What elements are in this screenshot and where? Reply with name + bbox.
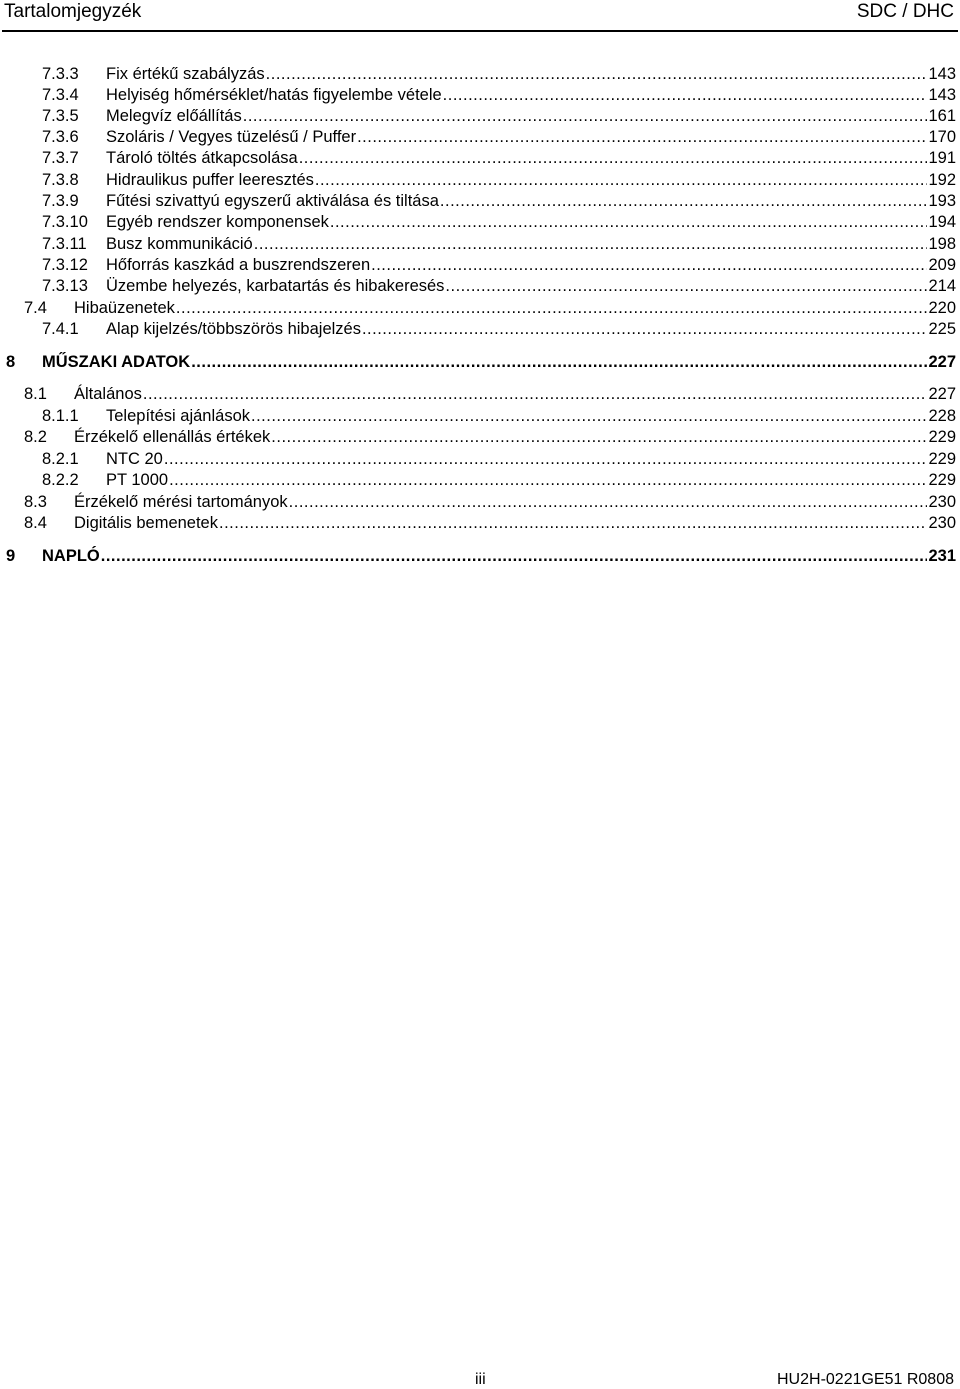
toc-dot-leader (191, 352, 927, 373)
toc-entry-title: Busz kommunikáció (106, 235, 253, 253)
toc-dot-leader (330, 212, 928, 233)
toc-entry[interactable] (0, 470, 956, 491)
toc-entry-title: PT 1000 (106, 471, 169, 489)
toc-entry-title: Tároló töltés átkapcsolása (106, 149, 298, 167)
header-product-name: SDC / DHC (856, 1, 954, 22)
toc-entry-number: 8.1.1 (42, 407, 79, 425)
toc-entry-number: 7.3.6 (42, 128, 79, 146)
toc-dot-leader (362, 319, 928, 340)
toc-entry-page: 198 (928, 235, 956, 253)
toc-entry-page: 227 (928, 353, 956, 371)
toc-entry[interactable] (0, 298, 956, 319)
toc-entry-page: 209 (928, 256, 956, 274)
toc-entry-number: 8.2.1 (42, 450, 79, 468)
toc-entry-page: 143 (928, 86, 956, 104)
toc-entry-page: 231 (928, 547, 956, 565)
toc-entry-number: 8.1 (24, 385, 47, 403)
toc-chapter-entry[interactable] (0, 546, 956, 567)
toc-entry-page: 229 (928, 471, 956, 489)
toc-entry[interactable] (0, 212, 956, 233)
toc-entry-title: Érzékelő ellenállás értékek (74, 428, 271, 446)
toc-entry-page: 214 (928, 277, 956, 295)
toc-entry-page: 220 (928, 299, 956, 317)
toc-dot-leader (271, 427, 927, 448)
toc-entry-number: 7.4 (24, 299, 47, 317)
toc-entry-title: Alap kijelzés/többszörös hibajelzés (106, 320, 361, 338)
header-section-title: Tartalomjegyzék (4, 1, 142, 22)
toc-dot-leader (243, 106, 928, 127)
toc-entry[interactable] (0, 276, 956, 297)
toc-entry[interactable] (0, 234, 956, 255)
toc-dot-leader (143, 384, 928, 405)
toc-entry[interactable] (0, 384, 956, 405)
toc-entry-page: 193 (928, 192, 956, 210)
toc-entry-number: 8.4 (24, 514, 47, 532)
toc-entry-number: 7.3.13 (42, 277, 88, 295)
toc-entry-number: 9 (6, 547, 16, 565)
toc-entry-page: 230 (928, 493, 956, 511)
toc-entry-number: 7.4.1 (42, 320, 79, 338)
toc-entry-number: 7.3.9 (42, 192, 79, 210)
toc-entry-page: 161 (928, 107, 956, 125)
toc-dot-leader (251, 406, 927, 427)
toc-entry[interactable] (0, 492, 956, 513)
toc-entry-page: 191 (928, 149, 956, 167)
toc-entry[interactable] (0, 319, 956, 340)
toc-entry-title: Helyiség hőmérséklet/hatás figyelembe vétele (106, 86, 442, 104)
toc-dot-leader (299, 148, 928, 169)
toc-entry[interactable] (0, 191, 956, 212)
toc-entry[interactable] (0, 449, 956, 470)
toc-entry-page: 143 (928, 65, 956, 83)
toc-entry-title: Általános (74, 385, 142, 403)
toc-entry-number: 7.3.7 (42, 149, 79, 167)
toc-entry-page: 170 (928, 128, 956, 146)
toc-entry-page: 225 (928, 320, 956, 338)
toc-entry-page: 229 (928, 428, 956, 446)
toc-dot-leader (443, 85, 928, 106)
toc-entry[interactable] (0, 85, 956, 106)
toc-entry-page: 194 (928, 213, 956, 231)
toc-entry-page: 229 (928, 450, 956, 468)
toc-chapter-entry[interactable] (0, 352, 956, 373)
toc-entry-title: MŰSZAKI ADATOK (42, 353, 191, 371)
toc-entry-number: 8.2.2 (42, 471, 79, 489)
toc-dot-leader (101, 546, 928, 567)
toc-entry-title: Érzékelő mérési tartományok (74, 493, 288, 511)
toc-entry-page: 227 (928, 385, 956, 403)
toc-entry[interactable] (0, 255, 956, 276)
footer-document-code: HU2H-0221GE51 R0808 (777, 1371, 954, 1388)
toc-entry-page: 228 (928, 407, 956, 425)
toc-entry-number: 7.3.3 (42, 65, 79, 83)
toc-entry[interactable] (0, 148, 956, 169)
toc-entry-title: Szoláris / Vegyes tüzelésű / Puffer (106, 128, 357, 146)
toc-dot-leader (164, 449, 928, 470)
footer-page-number: iii (475, 1371, 486, 1388)
toc-entry-title: Hőforrás kaszkád a buszrendszeren (106, 256, 371, 274)
toc-dot-leader (315, 170, 928, 191)
toc-dot-leader (289, 492, 928, 513)
toc-dot-leader (266, 64, 928, 85)
toc-entry-number: 8.2 (24, 428, 47, 446)
toc-entry-title: Üzembe helyezés, karbatartás és hibakeresés (106, 277, 445, 295)
toc-dot-leader (371, 255, 927, 276)
toc-entry[interactable] (0, 406, 956, 427)
toc-entry-title: NAPLÓ (42, 547, 100, 565)
toc-dot-leader (254, 234, 928, 255)
toc-entry-title: NTC 20 (106, 450, 163, 468)
toc-entry[interactable] (0, 427, 956, 448)
toc-entry-number: 7.3.10 (42, 213, 88, 231)
toc-entry-title: Digitális bemenetek (74, 514, 218, 532)
toc-dot-leader (440, 191, 928, 212)
toc-entry-number: 7.3.4 (42, 86, 79, 104)
toc-entry-title: Fűtési szivattyú egyszerű aktiválása és tiltása (106, 192, 439, 210)
toc-entry-title: Hibaüzenetek (74, 299, 175, 317)
toc-dot-leader (176, 298, 928, 319)
toc-entry-page: 192 (928, 171, 956, 189)
toc-entry-title: Telepítési ajánlások (106, 407, 251, 425)
toc-entry[interactable] (0, 64, 956, 85)
toc-entry-title: Melegvíz előállítás (106, 107, 242, 125)
toc-entry-number: 7.3.12 (42, 256, 88, 274)
toc-entry-number: 8 (6, 353, 16, 371)
toc-entry-number: 7.3.11 (42, 235, 87, 253)
toc-entry[interactable] (0, 170, 956, 191)
toc-entry[interactable] (0, 513, 956, 534)
toc-dot-leader (357, 127, 927, 148)
page-header (0, 0, 960, 30)
toc-entry-title: Hidraulikus puffer leeresztés (106, 171, 314, 189)
toc-entry[interactable] (0, 127, 956, 148)
toc-entry-title: Fix értékű szabályzás (106, 65, 265, 83)
toc-dot-leader (169, 470, 927, 491)
toc-entry-number: 7.3.8 (42, 171, 79, 189)
toc-entry[interactable] (0, 106, 956, 127)
toc-dot-leader (219, 513, 927, 534)
toc-entry-number: 7.3.5 (42, 107, 79, 125)
toc-entry-number: 8.3 (24, 493, 47, 511)
toc-entry-page: 230 (928, 514, 956, 532)
header-divider (2, 30, 958, 32)
toc-entry-title: Egyéb rendszer komponensek (106, 213, 329, 231)
toc-dot-leader (445, 276, 927, 297)
